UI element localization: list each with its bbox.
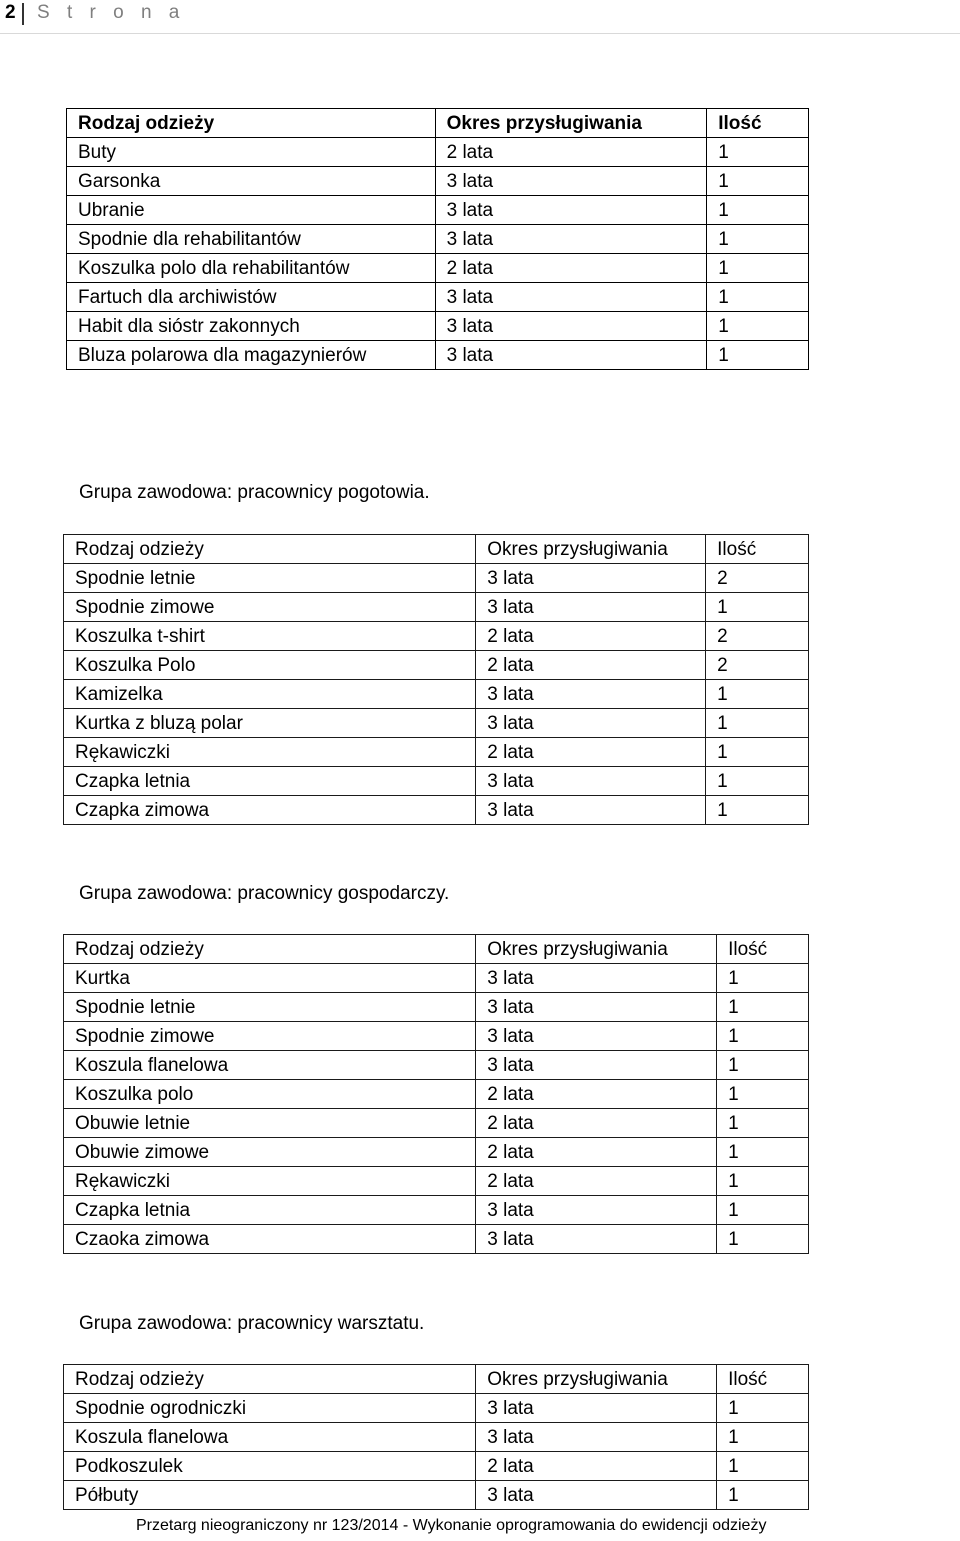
table-header-row: [67, 109, 809, 138]
cell-name: Koszulka t-shirt: [64, 622, 476, 651]
cell-qty: 1: [717, 964, 809, 993]
cell-period: 2 lata: [435, 138, 707, 167]
table-row: [64, 651, 809, 680]
cell-period: 3 lata: [435, 225, 707, 254]
table-row: [64, 1394, 809, 1423]
clothing-table-3: [63, 934, 809, 1254]
cell-qty: 1: [706, 796, 809, 825]
cell-name: Rękawiczki: [64, 738, 476, 767]
table-row: [67, 312, 809, 341]
cell-period: 3 lata: [435, 167, 707, 196]
table-row: [64, 1196, 809, 1225]
cell-period: 2 lata: [476, 622, 706, 651]
column-header-qty: Ilość: [707, 109, 809, 138]
cell-period: 3 lata: [435, 341, 707, 370]
table-row: [64, 593, 809, 622]
cell-period: 2 lata: [476, 651, 706, 680]
column-header-qty: Ilość: [706, 535, 809, 564]
cell-name: Fartuch dla archiwistów: [67, 283, 436, 312]
cell-qty: 1: [717, 1452, 809, 1481]
cell-name: Spodnie ogrodniczki: [64, 1394, 476, 1423]
table-row: [67, 254, 809, 283]
group-title-gospodarczy: Grupa zawodowa: pracownicy gospodarczy.: [79, 883, 450, 904]
cell-name: Kurtka z bluzą polar: [64, 709, 476, 738]
cell-qty: 1: [706, 767, 809, 796]
cell-qty: 1: [717, 1138, 809, 1167]
cell-period: 3 lata: [435, 196, 707, 225]
cell-name: Czapka letnia: [64, 767, 476, 796]
cell-name: Kurtka: [64, 964, 476, 993]
cell-name: Bluza polarowa dla magazynierów: [67, 341, 436, 370]
clothing-table-1: [66, 108, 809, 370]
table-row: [64, 709, 809, 738]
column-header-name: Rodzaj odzieży: [67, 109, 436, 138]
cell-period: 3 lata: [476, 1481, 717, 1510]
cell-period: 3 lata: [476, 1051, 717, 1080]
cell-qty: 1: [717, 1196, 809, 1225]
cell-name: Spodnie letnie: [64, 564, 476, 593]
cell-qty: 1: [706, 738, 809, 767]
cell-qty: 1: [707, 167, 809, 196]
cell-qty: 1: [707, 283, 809, 312]
cell-qty: 1: [717, 1109, 809, 1138]
cell-qty: 1: [707, 312, 809, 341]
clothing-table-2: [63, 534, 809, 825]
cell-name: Czaoka zimowa: [64, 1225, 476, 1254]
cell-name: Obuwie zimowe: [64, 1138, 476, 1167]
table-row: [67, 196, 809, 225]
cell-name: Obuwie letnie: [64, 1109, 476, 1138]
cell-qty: 1: [707, 341, 809, 370]
cell-qty: 1: [707, 225, 809, 254]
header-separator: [22, 3, 24, 25]
table-row: [64, 738, 809, 767]
column-header-name: Rodzaj odzieży: [64, 935, 476, 964]
cell-qty: 1: [717, 1022, 809, 1051]
table-row: [64, 1138, 809, 1167]
clothing-table-4: [63, 1364, 809, 1510]
cell-name: Ubranie: [67, 196, 436, 225]
cell-name: Spodnie zimowe: [64, 593, 476, 622]
column-header-period: Okres przysługiwania: [476, 535, 706, 564]
cell-qty: 1: [717, 1167, 809, 1196]
page-number: 2: [5, 2, 16, 23]
table-row: [64, 993, 809, 1022]
table-row: [64, 1080, 809, 1109]
cell-qty: 1: [717, 1423, 809, 1452]
cell-period: 2 lata: [476, 738, 706, 767]
cell-name: Czapka zimowa: [64, 796, 476, 825]
column-header-period: Okres przysługiwania: [476, 1365, 717, 1394]
group-title-warsztat: Grupa zawodowa: pracownicy warsztatu.: [79, 1313, 425, 1334]
cell-period: 3 lata: [476, 680, 706, 709]
cell-qty: 1: [707, 138, 809, 167]
cell-qty: 1: [717, 993, 809, 1022]
table-row: [64, 680, 809, 709]
group-title-pogotowie: Grupa zawodowa: pracownicy pogotowia.: [79, 482, 430, 503]
table-row: [64, 767, 809, 796]
column-header-qty: Ilość: [717, 1365, 809, 1394]
cell-period: 3 lata: [476, 964, 717, 993]
table-header-row: [64, 535, 809, 564]
cell-qty: 1: [706, 709, 809, 738]
cell-name: Czapka letnia: [64, 1196, 476, 1225]
cell-name: Garsonka: [67, 167, 436, 196]
cell-period: 2 lata: [476, 1138, 717, 1167]
table-row: [64, 1109, 809, 1138]
table-header-row: [64, 935, 809, 964]
table-row: [64, 1051, 809, 1080]
cell-period: 2 lata: [476, 1452, 717, 1481]
cell-qty: 1: [707, 196, 809, 225]
column-header-name: Rodzaj odzieży: [64, 1365, 476, 1394]
cell-period: 3 lata: [476, 564, 706, 593]
column-header-period: Okres przysługiwania: [435, 109, 707, 138]
cell-period: 3 lata: [476, 593, 706, 622]
cell-name: Koszula flanelowa: [64, 1423, 476, 1452]
cell-name: Habit dla sióstr zakonnych: [67, 312, 436, 341]
column-header-period: Okres przysługiwania: [476, 935, 717, 964]
table-row: [67, 341, 809, 370]
column-header-qty: Ilość: [717, 935, 809, 964]
table-row: [64, 796, 809, 825]
cell-qty: 2: [706, 564, 809, 593]
table-row: [64, 1452, 809, 1481]
cell-qty: 2: [706, 622, 809, 651]
cell-period: 2 lata: [476, 1109, 717, 1138]
cell-name: Koszulka polo dla rehabilitantów: [67, 254, 436, 283]
page-word: S t r o n a: [37, 2, 186, 23]
table-row: [64, 564, 809, 593]
table-row: [64, 964, 809, 993]
cell-qty: 1: [717, 1225, 809, 1254]
cell-qty: 1: [717, 1394, 809, 1423]
table-row: [64, 622, 809, 651]
cell-period: 3 lata: [476, 767, 706, 796]
cell-qty: 2: [706, 651, 809, 680]
cell-name: Półbuty: [64, 1481, 476, 1510]
cell-name: Koszulka polo: [64, 1080, 476, 1109]
cell-period: 2 lata: [435, 254, 707, 283]
table-row: [64, 1481, 809, 1510]
table-row: [67, 138, 809, 167]
cell-qty: 1: [706, 593, 809, 622]
cell-period: 3 lata: [476, 796, 706, 825]
cell-name: Spodnie letnie: [64, 993, 476, 1022]
cell-period: 3 lata: [476, 1423, 717, 1452]
table-header-row: [64, 1365, 809, 1394]
cell-qty: 1: [706, 680, 809, 709]
cell-name: Koszulka Polo: [64, 651, 476, 680]
cell-period: 3 lata: [476, 1225, 717, 1254]
cell-period: 3 lata: [435, 312, 707, 341]
cell-period: 3 lata: [476, 993, 717, 1022]
cell-name: Spodnie dla rehabilitantów: [67, 225, 436, 254]
table-row: [64, 1225, 809, 1254]
cell-period: 3 lata: [435, 283, 707, 312]
cell-period: 3 lata: [476, 709, 706, 738]
table-row: [67, 167, 809, 196]
cell-name: Koszula flanelowa: [64, 1051, 476, 1080]
page-footer: Przetarg nieograniczony nr 123/2014 - Wykonanie oprogramowania do ewidencji odzieży: [136, 1517, 767, 1534]
column-header-name: Rodzaj odzieży: [64, 535, 476, 564]
cell-name: Buty: [67, 138, 436, 167]
cell-qty: 1: [717, 1481, 809, 1510]
cell-period: 3 lata: [476, 1022, 717, 1051]
cell-qty: 1: [717, 1080, 809, 1109]
cell-name: Spodnie zimowe: [64, 1022, 476, 1051]
cell-period: 3 lata: [476, 1196, 717, 1225]
table-row: [67, 225, 809, 254]
cell-name: Kamizelka: [64, 680, 476, 709]
table-row: [64, 1022, 809, 1051]
cell-name: Rękawiczki: [64, 1167, 476, 1196]
table-row: [64, 1167, 809, 1196]
cell-qty: 1: [707, 254, 809, 283]
cell-period: 3 lata: [476, 1394, 717, 1423]
cell-period: 2 lata: [476, 1167, 717, 1196]
cell-period: 2 lata: [476, 1080, 717, 1109]
page-header: [0, 0, 960, 34]
cell-qty: 1: [717, 1051, 809, 1080]
table-row: [64, 1423, 809, 1452]
table-row: [67, 283, 809, 312]
cell-name: Podkoszulek: [64, 1452, 476, 1481]
